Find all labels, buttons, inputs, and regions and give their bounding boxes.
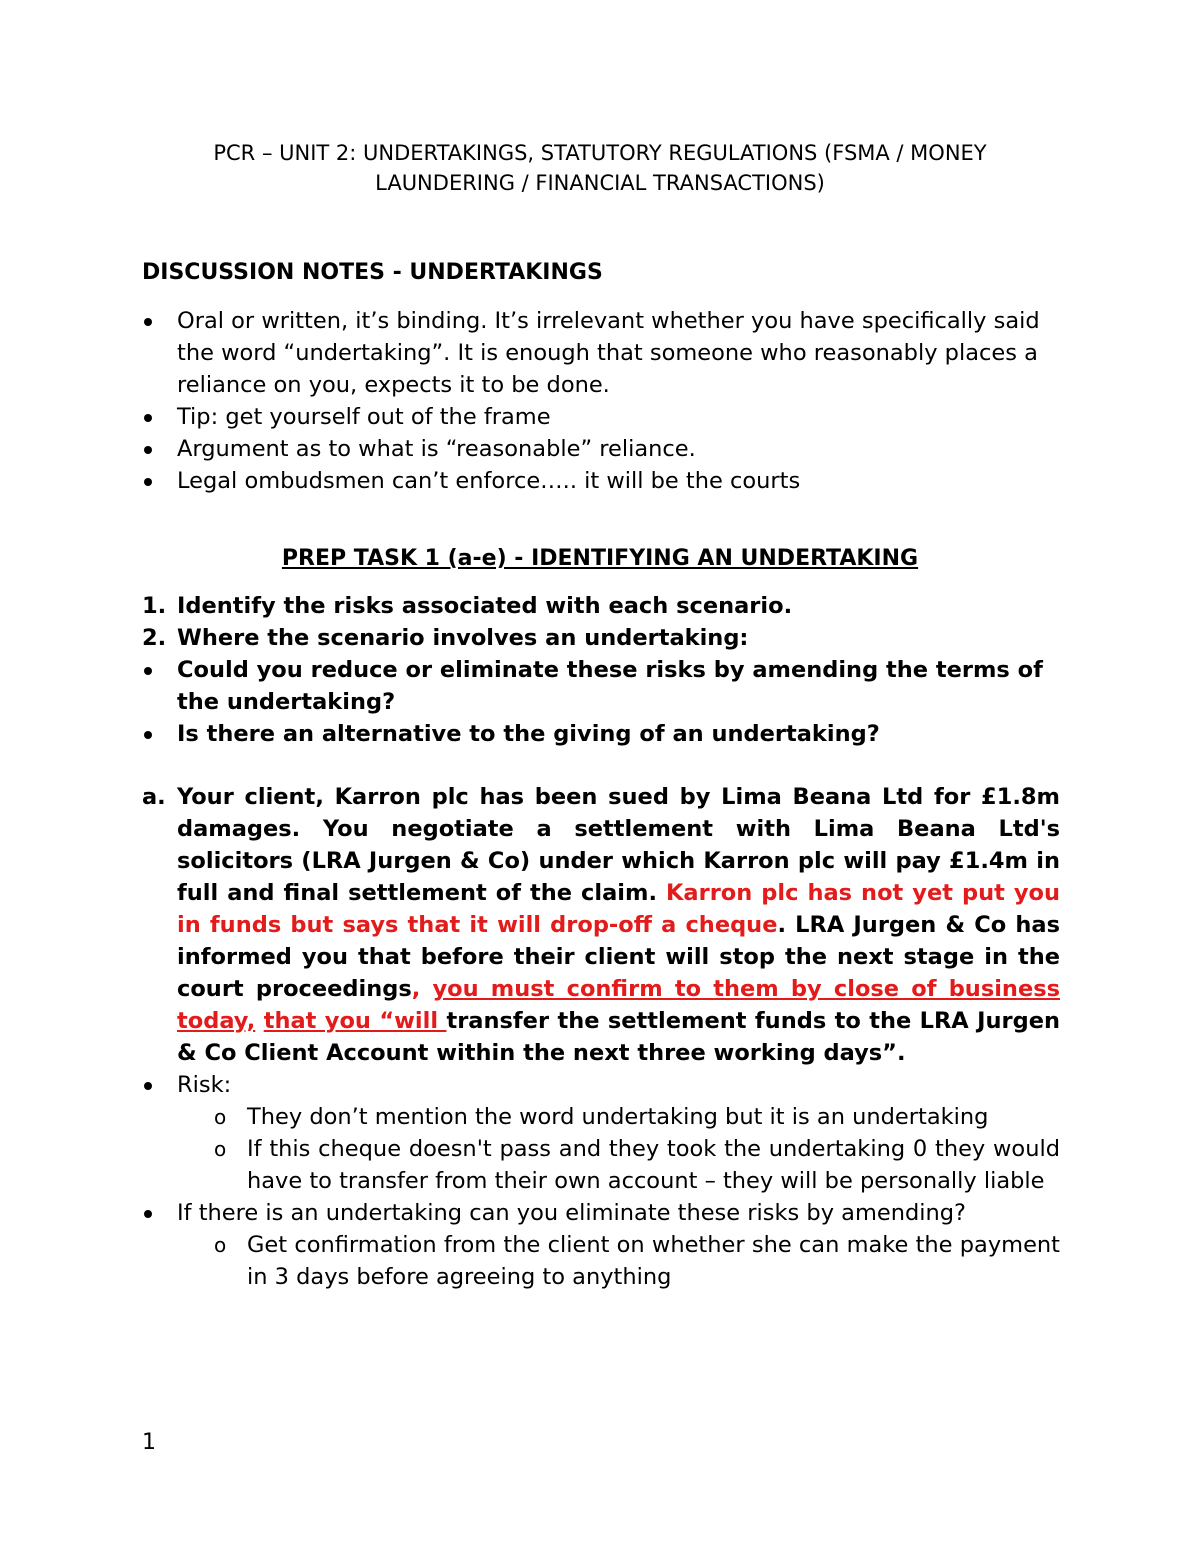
sub-bullet-icon: o	[214, 1233, 227, 1257]
bullet-icon	[144, 1210, 152, 1218]
prep-numbered-item: 1. Identify the risks associated with each scenario.	[142, 593, 793, 619]
scenario-a-section	[142, 781, 1060, 1293]
discussion-bullet: Legal ombudsmen can’t enforce….. it will be the courts	[142, 465, 1060, 497]
prep-bullet: Is there an alternative to the giving of an undertaking?	[142, 718, 1060, 750]
prep-task-heading: PREP TASK 1 (a-e) - IDENTIFYING AN UNDERTAKING	[281, 546, 919, 571]
page-number: 1	[142, 1430, 156, 1455]
bullet-icon	[144, 414, 152, 422]
discussion-bullet: Tip: get yourself out of the frame	[142, 401, 1060, 433]
discussion-list	[142, 305, 1060, 497]
scenario-a-underlined-highlight: you must confirm to them by close of business today,	[177, 976, 1060, 1034]
scenario-a-paragraph: a. Your client, Karron plc has been sued by Lima Beana Ltd for £1.8m damages. You negotiate a settlement with Lima Beana Ltd's solicitors (LRA Jurgen & Co) under which Karron plc will pay £1.4m in full and final settlement of the claim. Karron plc has not yet put you in funds but says that it will drop-off a cheque. LRA Jurgen & Co has informed you that before their client will stop the next stage in the court proceedings, you must confirm to them by close of business today, that you “will transfer the settlement funds to the LRA Jurgen & Co Client Account within the next three working days”.	[142, 784, 1060, 1066]
sub-bullet-icon: o	[214, 1137, 227, 1161]
document-title	[140, 138, 1060, 198]
scenario-a-underlined-highlight: that you “will	[263, 1008, 447, 1034]
discussion-bullet: Oral or written, it’s binding. It’s irrelevant whether you have specifically said the word “undertaking”. It is enough that someone who reasonably places a reliance on you, expects it to be done.	[142, 305, 1060, 401]
bullet-icon	[144, 446, 152, 454]
amend-bullet: If there is an undertaking can you eliminate these risks by amending?	[142, 1197, 1060, 1229]
discussion-bullet: Argument as to what is “reasonable” reliance.	[142, 433, 1060, 465]
risk-sub-item: o If this cheque doesn't pass and they took the undertaking 0 they would have to transfer from their own account – they will be personally liable	[142, 1133, 1060, 1197]
title-line-1: PCR – UNIT 2: UNDERTAKINGS, STATUTORY REGULATIONS (FSMA / MONEY	[213, 141, 987, 165]
sub-bullet-icon: o	[214, 1105, 227, 1129]
risk-sub-item: o They don’t mention the word undertaking but it is an undertaking	[142, 1101, 1060, 1133]
risk-bullet: Risk:	[142, 1069, 1060, 1101]
prep-numbered-item: 2. Where the scenario involves an undertaking:	[142, 625, 749, 651]
bullet-icon	[144, 318, 152, 326]
prep-bullet: Could you reduce or eliminate these risks by amending the terms of the undertaking?	[142, 654, 1060, 718]
bullet-icon	[144, 1082, 152, 1090]
scenario-a-highlight: Karron plc has not yet put you in funds but says that it will drop-off a cheque	[177, 880, 1060, 938]
bullet-icon	[144, 478, 152, 486]
bullet-icon	[144, 667, 152, 675]
discussion-heading: DISCUSSION NOTES - UNDERTAKINGS	[142, 260, 603, 285]
bullet-icon	[144, 731, 152, 739]
amend-sub-item: o Get confirmation from the client on whether she can make the payment in 3 days before agreeing to anything	[142, 1229, 1060, 1293]
title-line-2: LAUNDERING / FINANCIAL TRANSACTIONS)	[375, 171, 825, 195]
prep-task-list	[142, 590, 1060, 750]
